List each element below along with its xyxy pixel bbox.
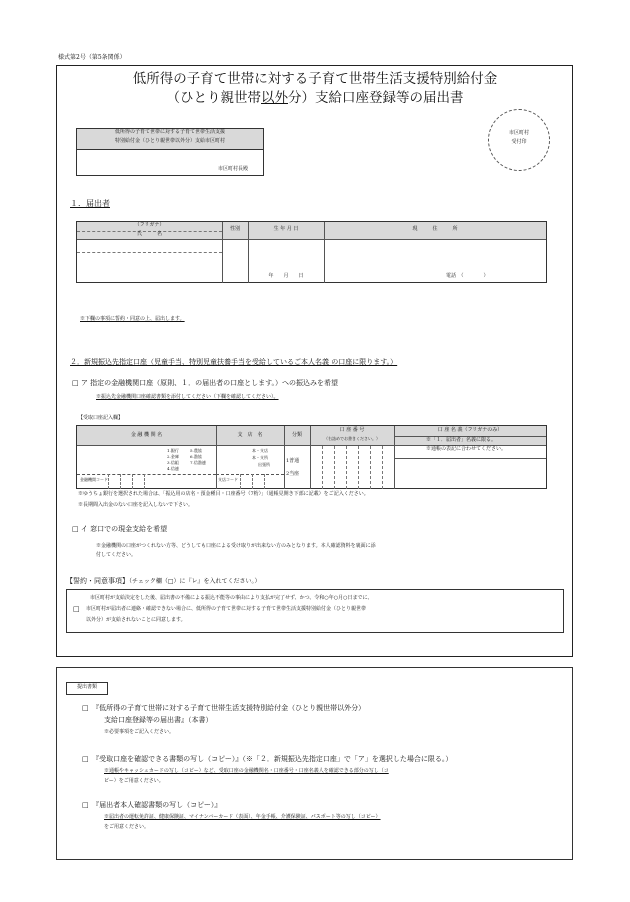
doc1-line2: 支給口座登録等の届出書』（本書） — [104, 716, 213, 724]
pledge-note: ※下欄の事項に誓約・同意の上、届出します。 — [80, 316, 185, 322]
holder-note1: ※「１．届出者」名義に限る。 — [426, 437, 497, 443]
holder-label: 口 座 名 義（フリガナのみ） — [437, 427, 503, 433]
addressee-line1: 低所得の子育て世帯に対する子育て世帯生活支援 — [114, 129, 225, 135]
bank-type-1: 1.銀行 — [167, 448, 179, 453]
doc3-note1: ※届出者の運転免許証、健康保険証、マイナンバーカード（表面）、年金手帳、介護保険証、パスポート等の写し（コピー） — [104, 814, 381, 820]
option-i[interactable]: □ イ 窓口での現金支給を希望 — [72, 525, 168, 533]
account-number-sub: （右詰めでお書きください。） — [324, 436, 380, 441]
phone-label: 電話 （ ） — [446, 273, 489, 279]
name-label: 氏 名 — [136, 231, 162, 237]
furigana-label: （フリガナ） — [134, 222, 165, 228]
inactive-note: ※長期間入出金のない口座を記入しないで下さい。 — [78, 502, 194, 508]
address-label: 現 住 所 — [412, 226, 458, 232]
bank-type-2: 2.金庫 — [167, 454, 179, 459]
category-2: 2当座 — [286, 471, 300, 477]
addressee-mayor: 市区町村長殿 — [218, 166, 249, 172]
section2-heading: ２．新規振込先指定口座（児童手当、特別児童扶養手当を受給しているご本人名義 の口座に限ります。） — [70, 358, 398, 366]
pledge-heading-note: （チェック欄（□）に『レ』を入れてください。） — [129, 578, 261, 585]
submission-box — [56, 667, 573, 860]
pledge-heading: 【誓約・同意事項】 — [66, 577, 129, 585]
bank-type-6: 6.漁協 — [190, 454, 202, 459]
branch-type-2: 本・支所 — [252, 455, 268, 460]
pledge-line2: 市区町村が届出者に連絡・確認できない場合に、低所得の子育て世帯に対する子育て世帯生活支援特別給付金（ひとり親世帯 — [86, 606, 367, 612]
doc3-line1[interactable]: □ 『届出者本人確認書類の写し（コピー）』 — [82, 801, 222, 809]
doc1-line1[interactable]: □ 『低所得の子育て世帯に対する子育て世帯生活支援特別給付金（ひとり親世帯以外分） — [82, 704, 366, 712]
title-part1: （ひとり親世帯 — [166, 90, 261, 106]
bank-type-4: 4.信連 — [167, 466, 179, 471]
holder-note2: ※通帳の表記に合わせてください。 — [426, 446, 507, 452]
pledge-checkbox[interactable]: □ — [73, 605, 80, 613]
title-part2: 以外 — [261, 90, 288, 106]
section1-heading: １．届出者 — [70, 199, 110, 208]
pledge-heading-row — [66, 577, 261, 586]
branch-type-1: 本・支店 — [252, 448, 268, 453]
pledge-line1: 市区町村が支給決定をした後、届出書の不備による振込不能等の事由により支払が完了せず、かつ、令和○年○月○日までに、 — [90, 595, 373, 601]
stamp-line1: 市区町村 — [508, 130, 529, 136]
option-a-note: ※振込先金融機関口座確認書類を添付してください（下欄を確認してください）。 — [96, 394, 279, 400]
dob-format: 年 月 日 — [268, 273, 304, 279]
branch-type-3: 出張所 — [258, 462, 270, 467]
bank-type-3: 3.信組 — [167, 460, 179, 465]
bank-name-label: 金 融 機 関 名 — [130, 432, 163, 438]
doc2-note2: ピー）をご用意ください。 — [104, 778, 164, 784]
sex-label: 性別 — [229, 226, 240, 232]
branch-code-label: 支店コード — [218, 477, 238, 482]
branch-label: 支 店 名 — [237, 432, 263, 438]
title-line1: 低所得の子育て世帯に対する子育て世帯生活支援特別給付金 — [132, 71, 498, 87]
account-number-label: 口 座 番 号 — [339, 427, 365, 433]
doc2-line1[interactable]: □ 『受取口座を確認できる書類の写し（コピー）』（※「２．新規振込先指定口座」で「ア」を選択した場合に限る。） — [82, 755, 453, 763]
bank-type-5: 5.農協 — [190, 448, 202, 453]
title-part3: 分）支給口座登録等の届出書 — [288, 90, 464, 106]
title-line2 — [0, 91, 630, 107]
addressee-line2: 特別給付金（ひとり親世帯以外分）支給市区町村 — [114, 138, 225, 144]
pledge-line3: 以外分）が支給されないことに同意します。 — [86, 617, 186, 623]
account-title: 【受取口座記入欄】 — [78, 415, 124, 421]
submission-heading: 提出書類 — [76, 684, 97, 690]
bank-code-label: 金融機関コード — [80, 477, 108, 482]
option-i-note2: 付してください。 — [96, 552, 137, 558]
category-1: 1普通 — [286, 458, 300, 464]
form-number: 様式第2号（第5条関係） — [58, 54, 126, 61]
option-a[interactable]: □ ア 指定の金融機関口座（原則、１．の届出者の口座とします。）への振込みを希望 — [72, 379, 339, 387]
doc3-note2: をご用意ください。 — [104, 824, 150, 830]
dob-label: 生 年 月 日 — [273, 226, 299, 232]
yucho-note: ※ゆうちょ銀行を選択された場合は、「振込用の店名・預金種目・口座番号（7桁）」（通帳見開き下部に記載）をご記入ください。 — [78, 491, 369, 497]
category-label: 分類 — [291, 432, 302, 438]
doc1-note: ※必要事項をご記入ください。 — [104, 729, 175, 735]
option-i-note1: ※金融機関の口座がつくれない方等、どうしても口座による受け取りが出来ない方のみとなります。本人確認資料を裏面に添 — [96, 543, 376, 549]
stamp-line2: 受付印 — [511, 139, 527, 145]
doc2-note1: ※通帳やキャッシュカードの写し（コピー）など、受取口座の金融機関名・口座番号・口座名義人を確認できる部分の写し（コ — [104, 768, 389, 774]
bank-type-7: 7.信漁連 — [190, 460, 206, 465]
